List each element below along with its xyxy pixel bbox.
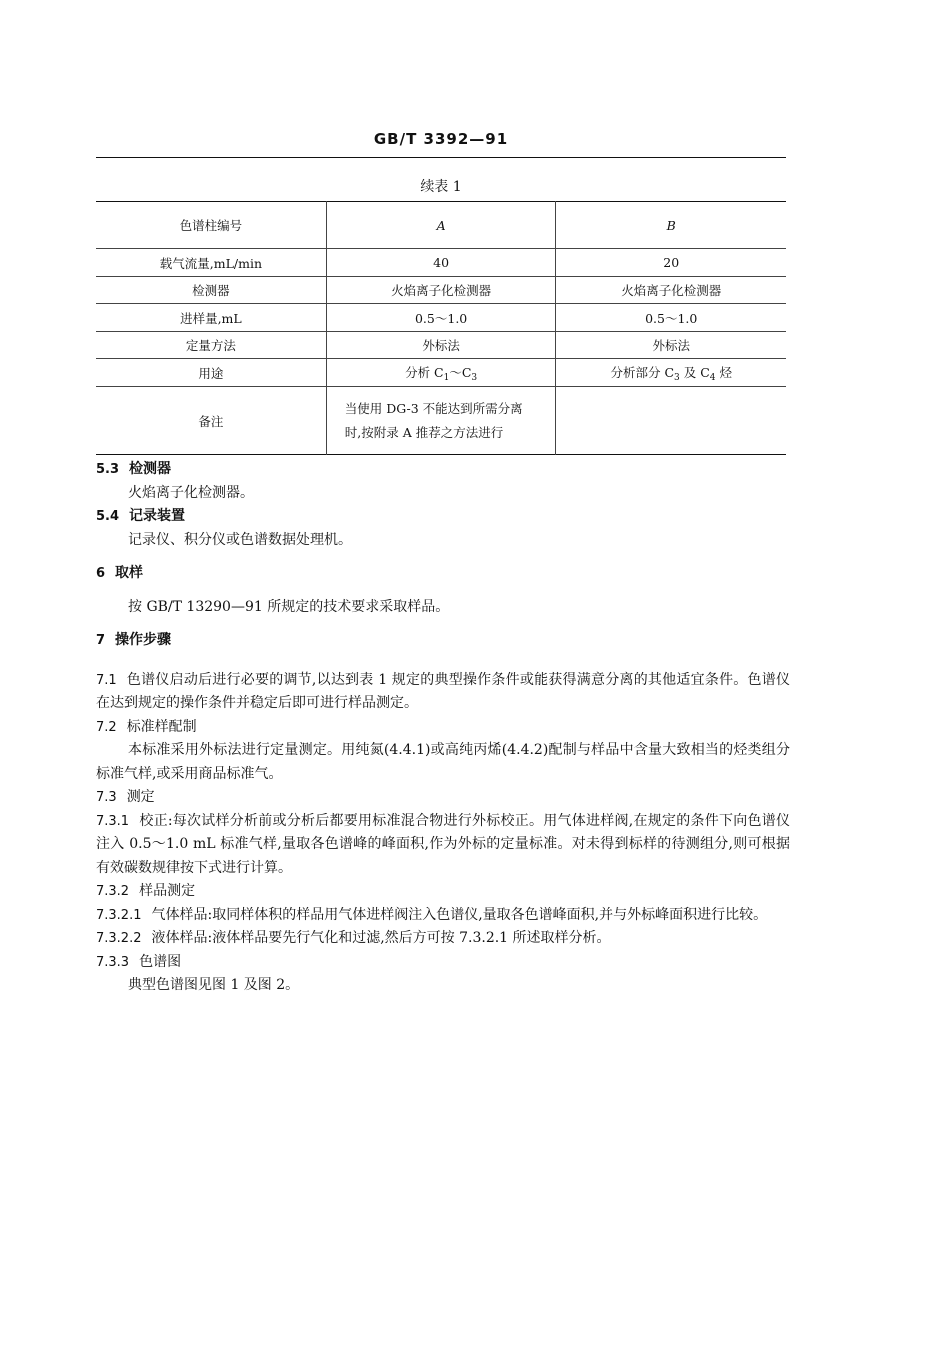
section-7-2-heading: 7.2 标准样配制 xyxy=(96,718,197,735)
table-row xyxy=(96,277,786,304)
column-b-header: B xyxy=(556,202,786,249)
table-row xyxy=(96,332,786,359)
section-7-3-2-1-paragraph: 7.3.2.1 气体样品:取同样体积的样品用气体进样阀注入色谱仪,量取各色谱峰面积,并与外标峰面积进行比较。 xyxy=(96,906,768,923)
section-7-3-2-2-paragraph: 7.3.2.2 液体样品:液体样品要先行气化和过滤,然后方可按 7.3.2.1 所述取样分析。 xyxy=(96,930,611,946)
row-label: 载气流量,mL/min xyxy=(96,249,326,277)
table-row xyxy=(96,387,786,455)
row-label: 色谱柱编号 xyxy=(96,202,326,249)
usage-a-sub1: 1 xyxy=(443,372,450,383)
section-7-3-heading: 7.3 测定 xyxy=(96,789,155,805)
cell-a: 40 xyxy=(326,249,556,277)
row-label: 进样量,mL xyxy=(96,304,326,332)
table-row xyxy=(96,304,786,332)
usage-a-mid: ～C xyxy=(449,364,472,380)
column-a-header: A xyxy=(326,202,556,249)
usage-a-prefix: 分析 C xyxy=(405,364,444,380)
section-7-1-paragraph: 7.1 色谱仪启动后进行必要的调节,以达到表 1 规定的典型操作条件或能获得满意分离的其他适宜条件。色谱仪在达到规定的操作条件并稳定后即可进行样品测定。 xyxy=(96,671,790,711)
table-row xyxy=(96,359,786,387)
usage-b-prefix: 分析部分 C xyxy=(610,364,675,380)
section-5-4-text: 记录仪、积分仪或色谱数据处理机。 xyxy=(128,531,352,548)
usage-b-sub1: 3 xyxy=(674,372,680,383)
section-7-2-text: 本标准采用外标法进行定量测定。用纯氮(4.4.1)或高纯丙烯(4.4.2)配制与样品中含量大致相当的烃类组分标准气样,或采用商品标准气。 xyxy=(96,742,790,782)
section-5-3-heading: 5.3 检测器 xyxy=(96,461,172,477)
table-row xyxy=(96,202,786,249)
section-5-3-text: 火焰离子化检测器。 xyxy=(128,484,254,501)
usage-b-mid: 及 C xyxy=(679,364,710,380)
usage-a-sub2: 3 xyxy=(471,372,478,383)
body-text xyxy=(96,458,790,998)
cell-a-note xyxy=(326,387,556,455)
cell-b xyxy=(556,387,786,455)
usage-b-suffix: 烃 xyxy=(715,364,732,380)
row-label: 检测器 xyxy=(96,277,326,304)
note-line-1: 当使用 DG-3 不能达到所需分离 xyxy=(344,400,523,416)
cell-b: 火焰离子化检测器 xyxy=(556,277,786,304)
section-6-heading: 6 取样 xyxy=(96,565,144,581)
section-7-3-3-text: 典型色谱图见图 1 及图 2。 xyxy=(128,977,300,993)
row-label: 用途 xyxy=(96,359,326,387)
cell-b: 外标法 xyxy=(556,332,786,359)
page-header-standard-number: GB/T 3392—91 xyxy=(373,130,509,148)
row-label: 备注 xyxy=(96,387,326,455)
cell-a: 0.5～1.0 xyxy=(326,304,556,332)
section-5-4-heading: 5.4 记录装置 xyxy=(96,508,186,524)
cell-b xyxy=(556,359,786,387)
usage-b-sub2: 4 xyxy=(709,372,716,383)
section-7-heading: 7 操作步骤 xyxy=(96,632,172,648)
cell-a: 外标法 xyxy=(326,332,556,359)
table-row xyxy=(96,249,786,277)
row-label: 定量方法 xyxy=(96,332,326,359)
cell-b: 20 xyxy=(556,249,786,277)
section-7-3-2-heading: 7.3.2 样品测定 xyxy=(96,883,196,899)
section-6-text: 按 GB/T 13290—91 所规定的技术要求采取样品。 xyxy=(128,598,450,615)
spec-table xyxy=(96,201,786,455)
section-7-3-1-paragraph: 7.3.1 校正:每次试样分析前或分析后都要用标准混合物进行外标校正。用气体进样阀,在规定的条件下向色谱仪注入 0.5～1.0 mL 标准气样,量取各色谱峰的峰面积,作为外标的定量标准。对未得到标样的待测组分,则可根据有效碳数规律按下式进行计算。 xyxy=(96,812,790,876)
cell-b: 0.5～1.0 xyxy=(556,304,786,332)
cell-a: 火焰离子化检测器 xyxy=(326,277,556,304)
table-caption: 续表 1 xyxy=(420,179,462,195)
note-line-2: 时,按附录 A 推荐之方法进行 xyxy=(344,424,504,440)
cell-a xyxy=(326,359,556,387)
header-rule xyxy=(96,157,786,158)
section-7-3-3-heading: 7.3.3 色谱图 xyxy=(96,953,182,970)
